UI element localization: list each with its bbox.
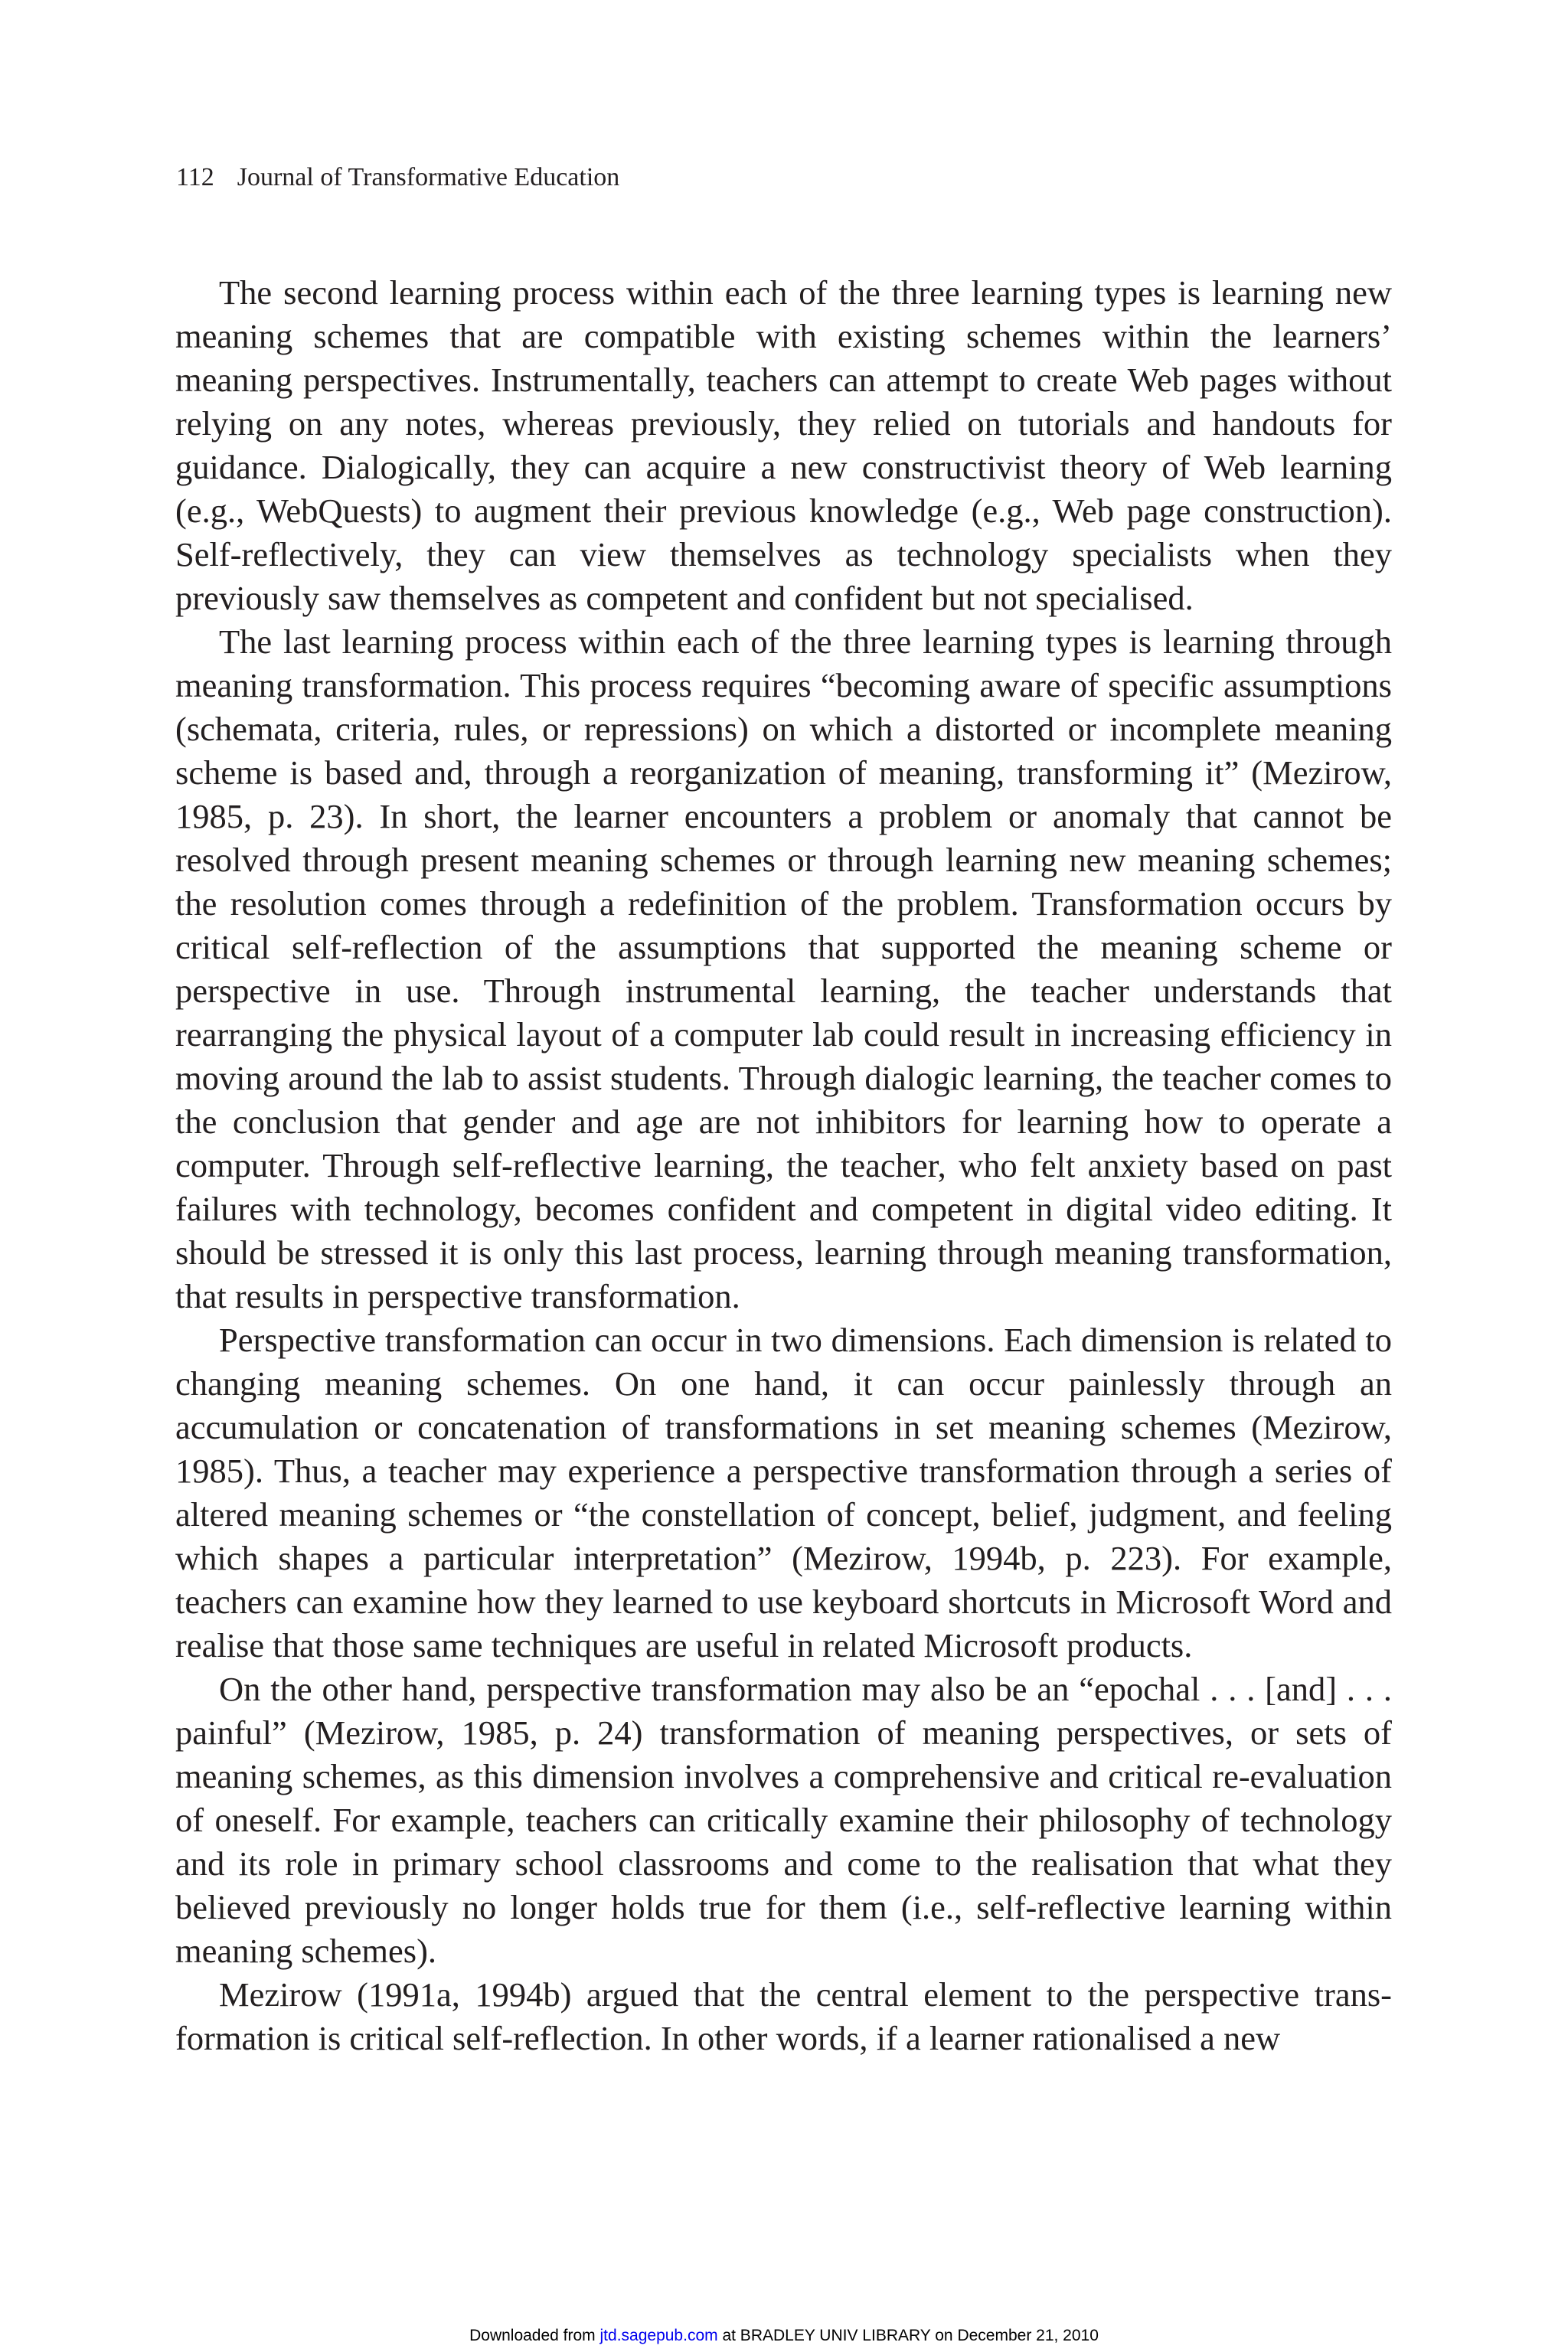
running-head — [176, 162, 619, 193]
paragraph: On the other hand, perspective transformation may also be an “epochal . . . [and] . . . painful” (Mezirow, 1985, p. 24) transformation of meaning perspectives, or sets of meaning schemes, as this dimension involves a comprehensive and critical re-evaluation of oneself. For example, teachers can critically examine their philosophy of technology and its role in primary school classrooms and come to the realisation that what they believed previously no longer holds true for them (i.e., self-reflective learning within meaning schemes). — [175, 1670, 1392, 1970]
body-text — [175, 271, 1392, 2060]
footer-prefix: Downloaded from — [469, 2327, 600, 2344]
footer-link[interactable]: jtd.sagepub.com — [599, 2327, 718, 2344]
paragraph: Mezirow (1991a, 1994b) argued that the central element to the perspective transformation is critical self-reflection. In other words, if a learner rationalised a new — [175, 1975, 1392, 2057]
paragraph: The last learning process within each of the three learning types is learning through meaning transformation. This process requires “becoming aware of specific assumptions (schemata, criteria, rules, or repressions) on which a distorted or incomplete meaning scheme is based and, through a reorganization of meaning, transforming it” (Mezirow, 1985, p. 23). In short, the learner encounters a problem or anomaly that cannot be resolved through present meaning schemes or through learning new meaning schemes; the resolution comes through a redefinition of the problem. Transformation occurs by critical self-reflection of the assumptions that supported the meaning scheme or perspective in use. Through instrumental learning, the teacher understands that rearranging the physical layout of a computer lab could result in increasing efficiency in moving around the lab to assist students. Through dialogic learning, the teacher comes to the conclusion that gender and age are not inhibitors for learning how to operate a computer. Through self-reflective learning, the teacher, who felt anxiety based on past failures with technology, becomes confident and competent in digital video editing. It should be stressed it is only this last process, learning through meaning transformation, that results in perspective transformation. — [175, 622, 1392, 1315]
footer-suffix: at BRADLEY UNIV LIBRARY on December 21, 2010 — [717, 2327, 1099, 2344]
journal-title: Journal of Transformative Education — [237, 163, 620, 191]
download-footer — [0, 2326, 1568, 2346]
page-number: 112 — [176, 163, 214, 191]
paragraph: The second learning process within each of the three learning types is learning new meaning schemes that are compatible with existing schemes within the learners’ meaning perspectives. Instrumentally, teachers can attempt to create Web pages without relying on any notes, whereas previously, they relied on tutorials and handouts for guidance. Dialogically, they can acquire a new constructivist theory of Web learning (e.g., WebQuests) to augment their previous knowledge (e.g., Web page construction). Self-reflectively, they can view themselves as technology specialists when they previously saw themselves as competent and confident but not specialised. — [175, 273, 1392, 617]
paragraph: Perspective transformation can occur in two dimensions. Each dimension is related to changing meaning schemes. On one hand, it can occur painlessly through an accumulation or concatenation of transformations in set meaning schemes (Mezirow, 1985). Thus, a teacher may experience a perspective transformation through a series of altered meaning schemes or “the constellation of concept, belief, judgment, and feeling which shapes a particular interpretation” (Mezirow, 1994b, p. 223). For example, teachers can examine how they learned to use keyboard shortcuts in Microsoft Word and realise that those same techniques are useful in related Microsoft products. — [175, 1321, 1392, 1664]
